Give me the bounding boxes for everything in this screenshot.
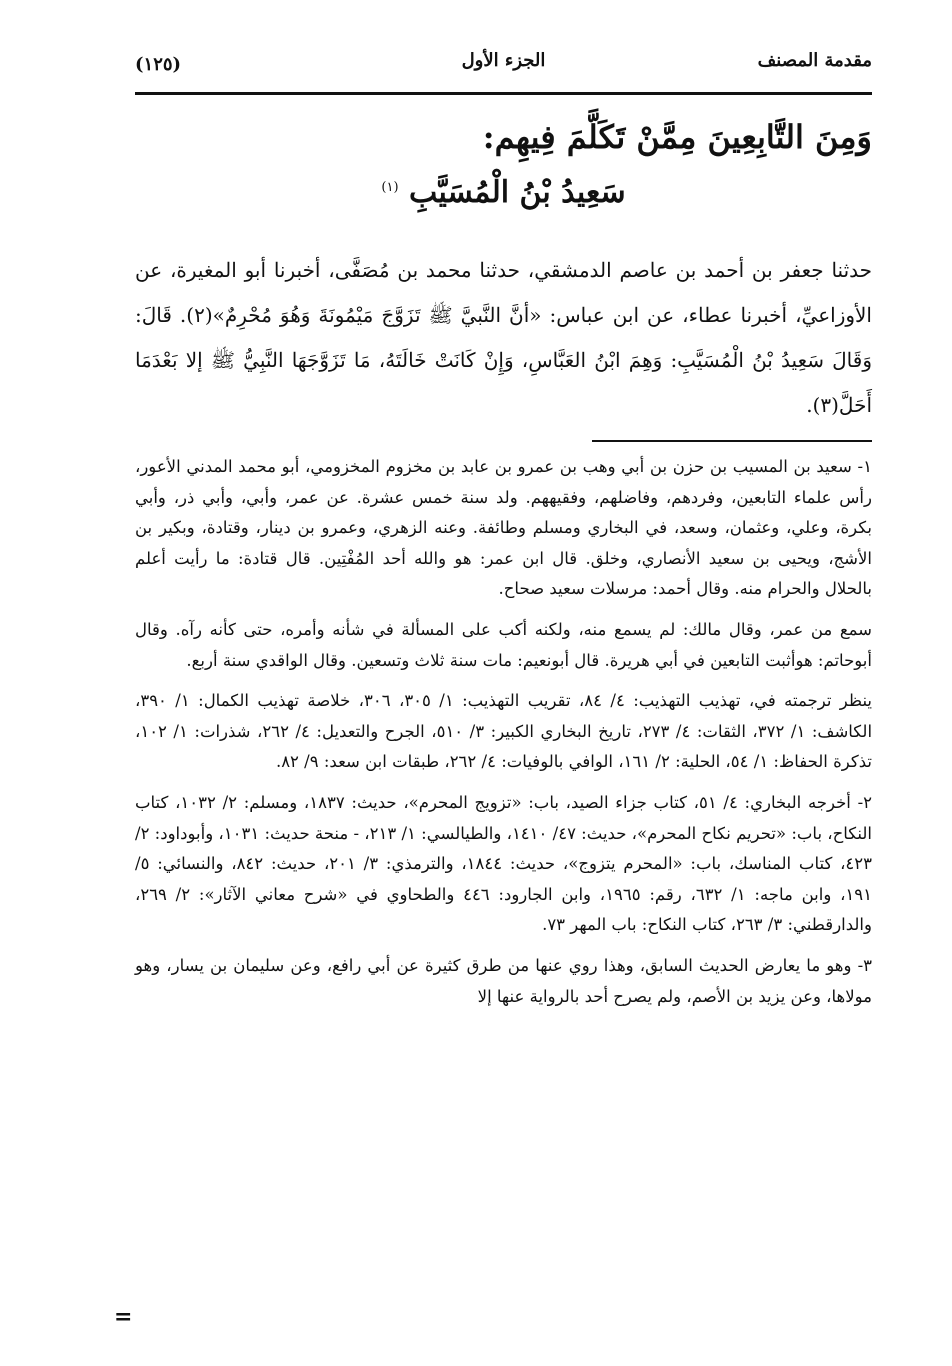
- footnote-1-para-1: [135, 452, 872, 605]
- footnote-separator: [592, 440, 872, 442]
- hadith-text: حدثنا جعفر بن أحمد بن عاصم الدمشقي، حدثنا محمد بن مُصَفَّى، أخبرنا أبو المغيرة، عن الأوزاعيِّ، أخبرنا عطاء، عن ابن عباس: «أنَّ النَّبيَّ ﷺ تَزَوَّجَ مَيْمُونَةَ وَهُوَ مُحْرِمٌ»(٢). قَالَ: وَقَالَ سَعِيدُ بْنُ الْمُسَيَّبِ: وَهِمَ ابْنُ العَبَّاسِ، وَإِنْ كَانَتْ خَالَتَهُ، مَا تَزَوَّجَهَا النَّبِيُّ ﷺ إلا بَعْدَمَا أَحَلَّ(٣).: [135, 258, 872, 417]
- footnotes: [135, 452, 872, 1022]
- footnote-number: ١-: [857, 457, 872, 476]
- section-title: وَمِنَ التَّابِعِينَ مِمَّنْ تَكَلَّمَ فِيهِم:: [482, 118, 872, 156]
- page-number: (١٢٥): [135, 54, 182, 75]
- footnote-1-para-2: سمع من عمر، وقال مالك: لم يسمع منه، ولكنه أكب على المسألة في شأنه وأمره، حتى كأنه رآه. وقال أبوحاتم: هوأثبت التابعين في أبي هريرة. قال أبونعيم: مات سنة ثلاث وتسعين. وقال الواقدي سنة أربع.: [135, 619, 872, 670]
- footnote-number: ٣-: [857, 955, 873, 975]
- footnote-3: [135, 951, 872, 1012]
- subject-footnote-ref: (١): [381, 180, 399, 195]
- subject-heading: [135, 175, 872, 210]
- footnote-2: [135, 788, 872, 941]
- footnote-1-text: سعيد بن المسيب بن حزن بن أبي وهب بن عمرو بن عابد بن مخزوم المخزومي، أبو محمد المدني الأعور، رأس علماء التابعين، وفردهم، وفاضلهم، وفقيههم. ولد سنة خمس عشرة. عن عمر، وأبي، وأبي ذر، وأبي بكرة، وعلي، وعثمان، وسعد، في البخاري ومسلم وطائفة. وعنه الزهري، وعمرو بن دينار، وقتادة، وبكير بن الأشج، ويحيى بن سعيد الأنصاري، وخلق. قال ابن عمر: هو والله أحد المُفْتِين. قال قتادة: ما رأيت أعلم بالحلال والحرام منه. وقال أحمد: مرسلات سعيد صحاح.: [135, 457, 872, 599]
- continuation-mark: =: [114, 1304, 133, 1330]
- footnote-1: [135, 452, 872, 778]
- footnote-2-text: أخرجه البخاري: ٤/ ٥١، كتاب جزاء الصيد، باب: «تزويج المحرم»، حديث: ١٨٣٧، ومسلم: ٢/ ١٠٣٢، كتاب النكاح، باب: «تحريم نكاح المحرم»، حديث: ٤٧/ ١٤١٠، والطيالسي: ١/ ٢١٣، - منحة حديث: ١٠٣١، وأبوداود: ٢/ ٤٢٣، كتاب المناسك، باب: «المحرم يتزوج»، حديث: ١٨٤٤، والترمذي: ٣/ ٢٠١، حديث: ٨٤٢، والنسائي: ٥/ ١٩١، وابن ماجه: ١/ ٦٣٢، رقم: ١٩٦٥، وابن الجارود: ٤٤٦ والطحاوي في «شرح معاني الآثار»: ٢/ ٢٦٩، والدارقطني: ٣/ ٢٦٣، كتاب النكاح: باب المهر ٧٣.: [135, 792, 873, 935]
- footnote-1-para-3: ينظر ترجمته في، تهذيب التهذيب: ٤/ ٨٤، تقريب التهذيب: ١/ ٣٠٥، ٣٠٦، خلاصة تهذيب الكمال: ١/ ٣٩٠، الكاشف: ١/ ٣٧٢، الثقات: ٤/ ٢٧٣، تاريخ البخاري الكبير: ٣/ ٥١٠، الجرح والتعديل: ٤/ ٢٦٢، شذرات: ١/ ١٠٢، تذكرة الحفاظ: ١/ ٥٤، الحلية: ٢/ ١٦١، الوافي بالوفيات: ٤/ ٢٦٢، طبقات ابن سعد: ٩/ ٨٢.: [135, 691, 873, 772]
- header-book-section: مقدمة المصنف: [757, 50, 872, 71]
- footnote-3-text: وهو ما يعارض الحديث السابق، وهذا روي عنها من طرق كثيرة عن أبي رافع، وعن سليمان بن يسار، وهو مولاها، وعن يزيد بن الأصم، ولم يصرح أحد بالرواية عنها إلا: [135, 955, 872, 1006]
- page-header: [135, 48, 872, 95]
- footnote-number: ٢-: [857, 792, 873, 812]
- header-volume: الجزء الأول: [461, 50, 546, 71]
- subject-name: سَعِيدُ بْنُ الْمُسَيَّبِ: [409, 175, 626, 210]
